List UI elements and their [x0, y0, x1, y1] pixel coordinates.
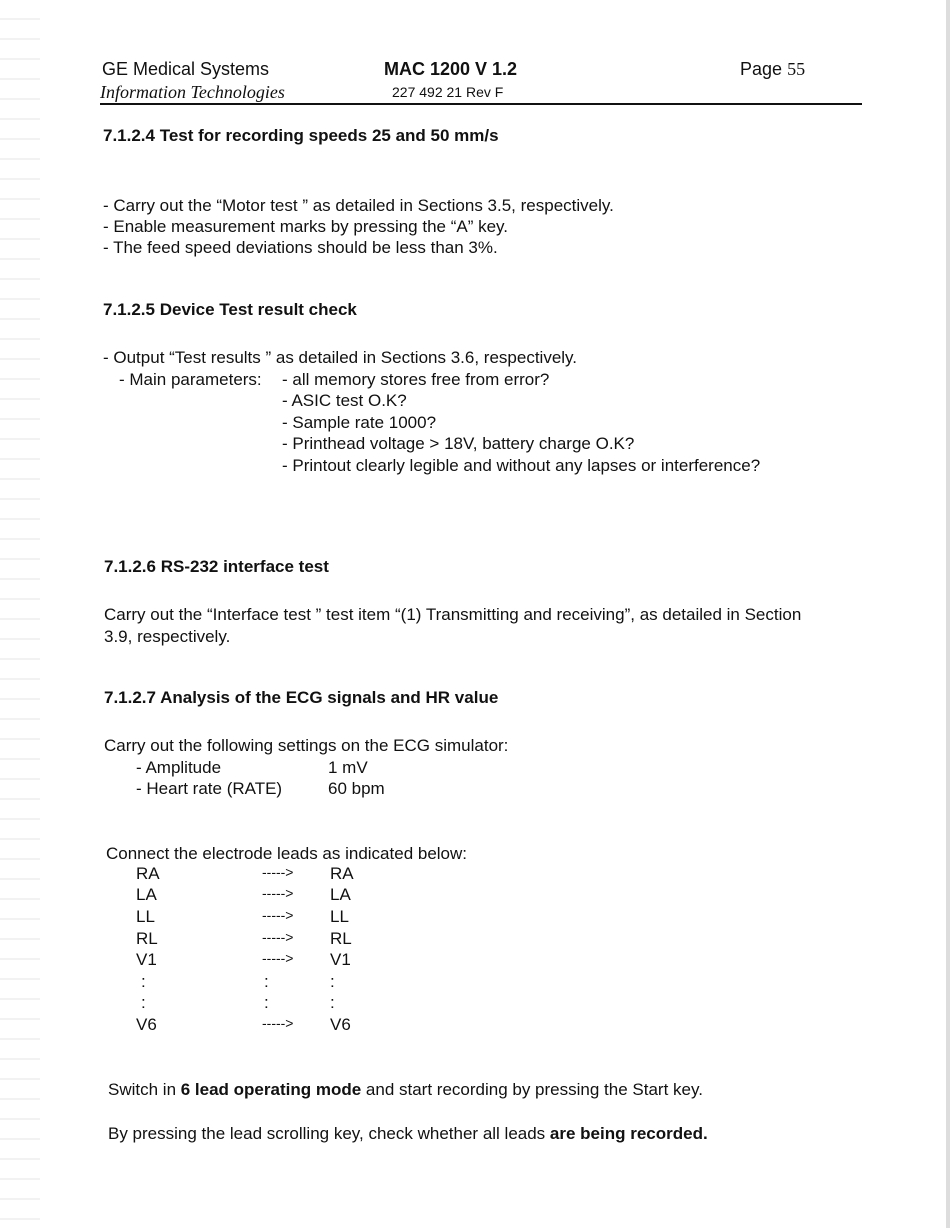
lead-arrow: :: [264, 972, 269, 991]
section-heading-7125: 7.1.2.5 Device Test result check: [103, 300, 357, 319]
lead-arrow: ----->: [262, 1015, 294, 1031]
list-item: - Carry out the “Motor test ” as detailed in Sections 3.5, respectively.: [103, 196, 614, 215]
lead-to: LL: [330, 907, 349, 926]
section-heading-7126: 7.1.2.6 RS-232 interface test: [104, 557, 329, 576]
lead-from: LL: [136, 907, 155, 926]
parameter-item: - Printout clearly legible and without any lapses or interference?: [282, 456, 761, 475]
lead-to: :: [330, 993, 335, 1012]
lead-to: RL: [330, 929, 352, 948]
switch-pre: Switch in: [108, 1080, 181, 1099]
scan-edge-artifact: [0, 0, 40, 1228]
lead-from: LA: [136, 885, 157, 904]
parameter-item: - ASIC test O.K?: [282, 391, 407, 410]
lead-arrow: ----->: [262, 929, 294, 945]
header-page: [740, 59, 805, 80]
scan-right-edge: [946, 0, 950, 1228]
result-intro: - Output “Test results ” as detailed in Sections 3.6, respectively.: [103, 348, 578, 367]
header-rule: [100, 103, 862, 105]
lead-from: V1: [136, 950, 157, 969]
lead-arrow: ----->: [262, 864, 294, 880]
interface-text-line2: 3.9, respectively.: [104, 627, 231, 646]
lead-from: RL: [136, 929, 158, 948]
header-doc-number: 227 492 21 Rev F: [392, 84, 504, 100]
parameter-item: - Sample rate 1000?: [282, 413, 437, 432]
lead-from: RA: [136, 864, 160, 883]
lead-to: V1: [330, 950, 351, 969]
lead-to: LA: [330, 885, 351, 904]
lead-from: :: [141, 993, 146, 1012]
header-product: MAC 1200 V 1.2: [384, 59, 518, 79]
header-company: GE Medical Systems: [102, 59, 270, 79]
list-item: - Enable measurement marks by pressing the “A” key.: [103, 217, 509, 236]
switch-post: and start recording by pressing the Start key.: [361, 1080, 703, 1099]
lead-arrow: ----->: [262, 950, 294, 966]
lead-arrow: :: [264, 993, 269, 1012]
switch-bold: 6 lead operating mode: [180, 1080, 362, 1099]
parameter-item: - Printhead voltage > 18V, battery charge O.K?: [282, 434, 635, 453]
lead-to: :: [330, 972, 335, 991]
scroll-instruction: [108, 1124, 708, 1144]
switch-instruction: [108, 1080, 703, 1100]
page-label: Page: [740, 59, 783, 79]
setting-name: - Amplitude: [136, 758, 222, 777]
setting-value: 1 mV: [328, 758, 368, 777]
scroll-bold: are being recorded.: [549, 1124, 708, 1143]
section-heading-7124: 7.1.2.4 Test for recording speeds 25 and 50 mm/s: [103, 126, 499, 145]
interface-text-line1: Carry out the “Interface test ” test item “(1) Transmitting and receiving”, as detailed in Section: [104, 605, 802, 624]
lead-to: V6: [330, 1015, 351, 1034]
parameter-item: - all memory stores free from error?: [282, 370, 550, 389]
lead-from: V6: [136, 1015, 157, 1034]
section-heading-7127: 7.1.2.7 Analysis of the ECG signals and HR value: [104, 688, 499, 707]
setting-value: 60 bpm: [328, 779, 385, 798]
header-division: Information Technologies: [100, 82, 285, 102]
main-parameters-label: - Main parameters:: [119, 370, 262, 389]
lead-arrow: ----->: [262, 907, 294, 923]
scroll-pre: By pressing the lead scrolling key, check whether all leads: [108, 1124, 550, 1143]
lead-to: RA: [330, 864, 354, 883]
settings-intro: Carry out the following settings on the ECG simulator:: [104, 736, 509, 755]
list-item: - The feed speed deviations should be less than 3%.: [103, 238, 498, 257]
lead-arrow: ----->: [262, 885, 294, 901]
lead-from: :: [141, 972, 146, 991]
page-number: 55: [787, 59, 806, 79]
setting-name: - Heart rate (RATE): [136, 779, 283, 798]
connect-intro: Connect the electrode leads as indicated below:: [106, 844, 468, 863]
